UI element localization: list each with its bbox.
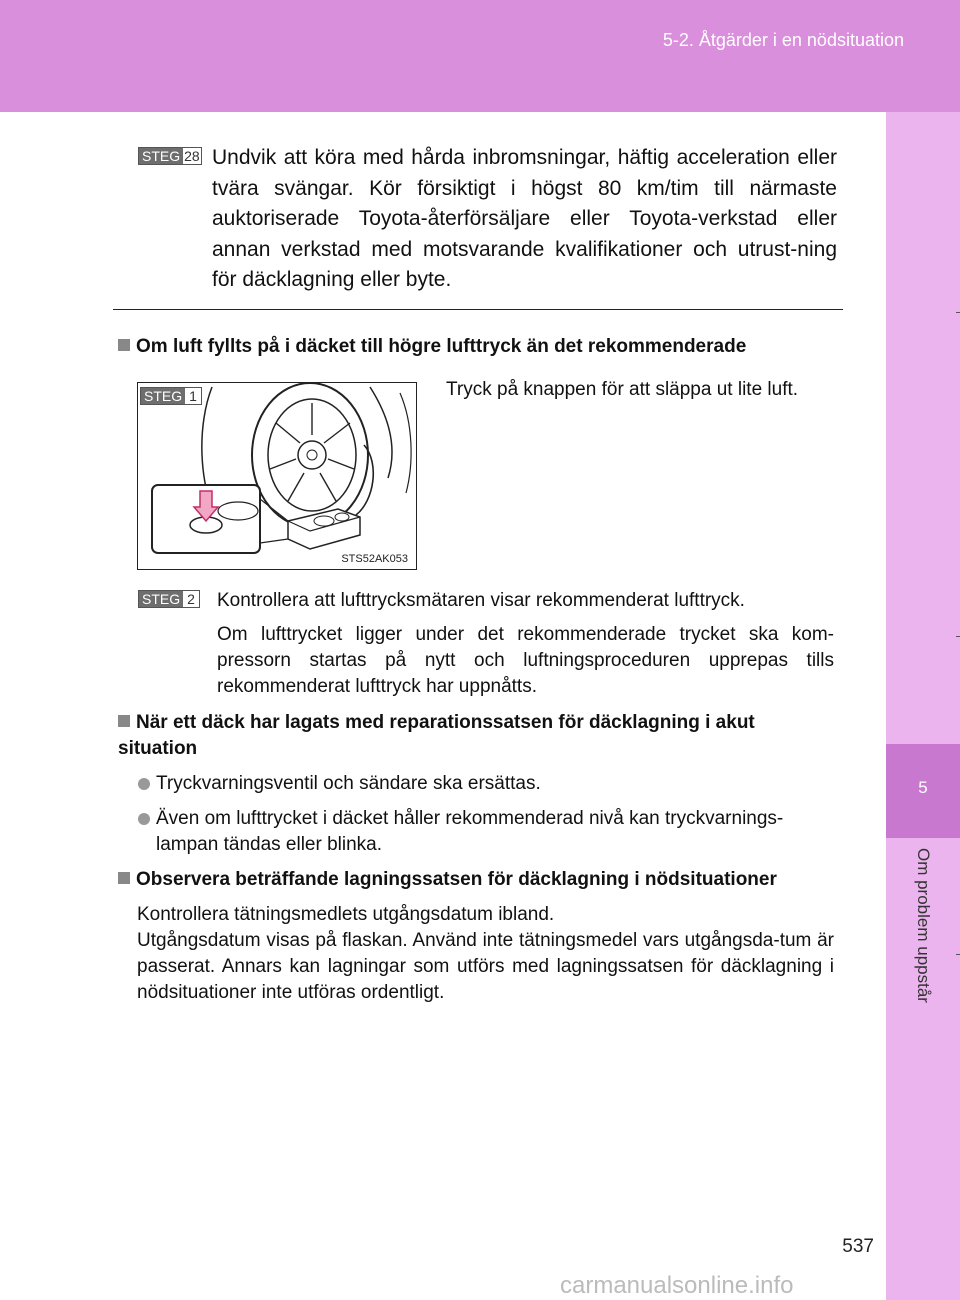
bullet-item: [138, 806, 838, 858]
watermark: carmanualsonline.info: [560, 1272, 794, 1299]
step-badge-1: STEG 1: [140, 387, 202, 405]
tire-compressor-drawing: [138, 383, 416, 569]
chapter-title: Om problem uppstår: [914, 848, 933, 1003]
compressor-illustration: [137, 382, 417, 570]
illustration-caption: STS52AK053: [341, 553, 408, 565]
page-number: 537: [842, 1236, 874, 1257]
step-badge-2: STEG 2: [138, 590, 200, 608]
section2-heading: [118, 710, 834, 762]
section1-heading: Om luft fyllts på i däcket till högre lufttryck än det rekommenderade: [118, 334, 838, 360]
bullet-item: [138, 771, 838, 797]
section-divider: [113, 309, 843, 310]
section3-paragraph: Utgångsdatum visas på flaskan. Använd inte tätningsmedel vars utgångsda-tum är passerat. Annars kan lagningar som utförs med lagningssatsen för däcklagning i nödsituationer inte utföras ordentligt.: [137, 930, 834, 1003]
chapter-sidebar: [886, 112, 960, 1300]
section3-heading: Observera beträffande lagningssatsen för däcklagning i nödsituationer: [118, 867, 848, 893]
square-bullet-icon: [118, 715, 130, 727]
section-title: 5-2. Åtgärder i en nödsituation: [662, 30, 904, 50]
bullet-text: Tryckvarningsventil och sändare ska ersättas.: [156, 773, 541, 794]
section2-heading-text: När ett däck har lagats med reparationssatsen för däcklagning i akut situation: [118, 712, 755, 759]
square-bullet-icon: [118, 339, 130, 351]
step-28-text: Undvik att köra med hårda inbromsningar, häftig acceleration eller tvära svängar. Kör försiktigt i högst 80 km/tim till närmaste auktoriserade Toyota-återförsäljare eller Toyota-verkstad eller annan verkstad med motsvarande kvalifikationer och utrust-ning för däcklagning eller byte.: [212, 146, 837, 291]
chapter-tab[interactable]: [886, 744, 960, 838]
round-bullet-icon: [138, 813, 150, 825]
bullet-text: Även om lufttrycket i däcket håller rekommenderad nivå kan tryckvarnings-lampan tändas eller blinka.: [156, 808, 784, 855]
chapter-number: 5: [918, 778, 928, 797]
step-badge-28: STEG 28: [138, 147, 202, 165]
page-header: [0, 0, 960, 112]
chapter-title-vertical: [886, 848, 960, 1088]
margin-tick: [956, 636, 960, 637]
section3-line: Kontrollera tätningsmedlets utgångsdatum ibland.: [137, 904, 555, 925]
step-1-text: Tryck på knappen för att släppa ut lite luft.: [446, 379, 799, 400]
margin-tick: [956, 312, 960, 313]
square-bullet-icon: [118, 872, 130, 884]
step-2-note: Om lufttrycket ligger under det rekommenderade trycket ska kom-pressorn startas på nytt och luftningsproceduren upprepas tills rekommenderat lufttryck har uppnåtts.: [217, 624, 834, 697]
round-bullet-icon: [138, 778, 150, 790]
step-2-text: Kontrollera att lufttrycksmätaren visar rekommenderat lufttryck.: [217, 590, 745, 611]
margin-tick: [956, 954, 960, 955]
